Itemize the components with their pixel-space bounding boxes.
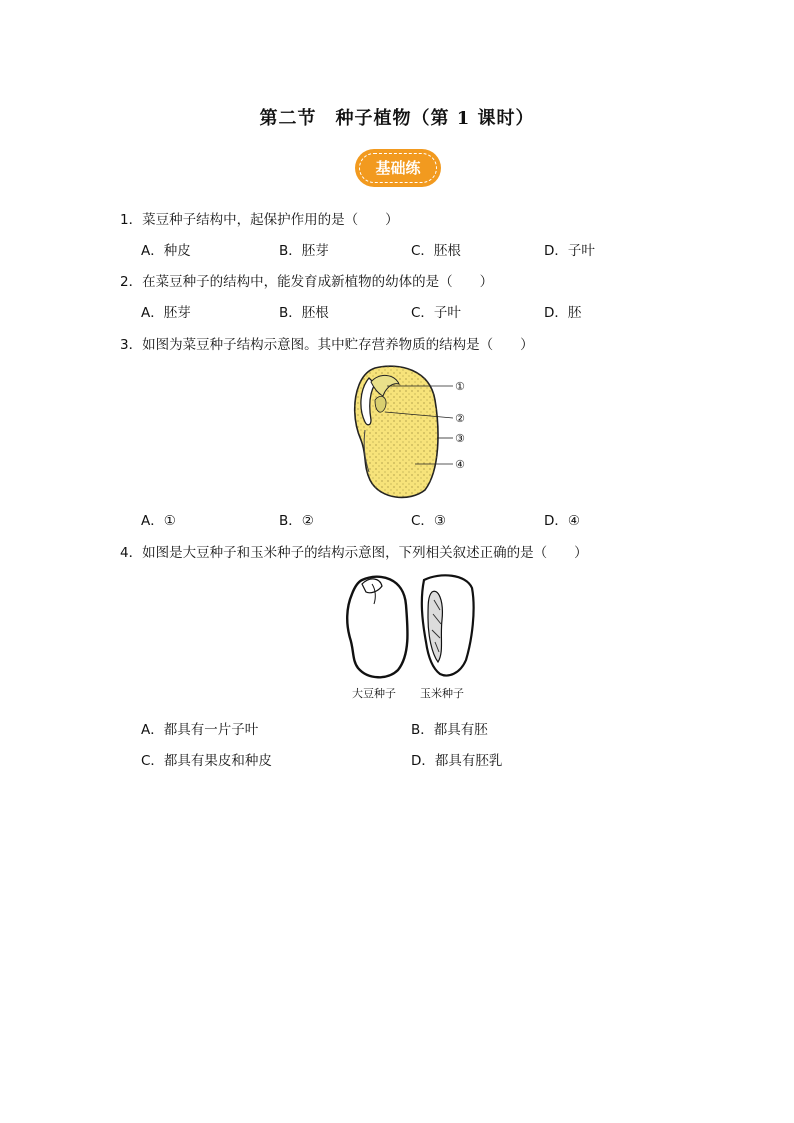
label-3: ③ bbox=[455, 432, 465, 445]
q4-option-a[interactable]: A．都具有一片子叶 bbox=[141, 722, 259, 738]
q3-option-c[interactable]: C．③ bbox=[411, 513, 447, 529]
q1-option-c[interactable]: C．胚根 bbox=[411, 243, 461, 259]
badge-label: 基础练 bbox=[375, 159, 421, 177]
q4-option-c[interactable]: C．都具有果皮和种皮 bbox=[141, 753, 272, 769]
question-3-stem: 3．如图为菜豆种子结构示意图。其中贮存营养物质的结构是（ ） bbox=[120, 337, 534, 353]
caption-corn: 玉米种子 bbox=[420, 687, 464, 700]
q1-option-d[interactable]: D．子叶 bbox=[544, 243, 595, 259]
q1-option-a[interactable]: A．种皮 bbox=[141, 243, 191, 259]
question-1-stem: 1．菜豆种子结构中，起保护作用的是（ ） bbox=[120, 212, 399, 228]
q2-option-a[interactable]: A．胚芽 bbox=[141, 305, 191, 321]
page-title: 第二节 种子植物（第 1 课时） bbox=[259, 108, 535, 129]
q1-option-b[interactable]: B．胚芽 bbox=[279, 243, 329, 259]
question-2-stem: 2．在菜豆种子的结构中，能发育成新植物的幼体的是（ ） bbox=[120, 274, 494, 290]
q4-option-b[interactable]: B．都具有胚 bbox=[411, 722, 488, 738]
q2-option-b[interactable]: B．胚根 bbox=[279, 305, 329, 321]
caption-soybean: 大豆种子 bbox=[352, 687, 396, 700]
q2-option-d[interactable]: D．胚 bbox=[544, 305, 582, 321]
label-1: ① bbox=[455, 380, 465, 393]
soybean-shape bbox=[347, 577, 407, 678]
q3-option-b[interactable]: B．② bbox=[279, 513, 314, 529]
q2-option-c[interactable]: C．子叶 bbox=[411, 305, 461, 321]
question-4-stem: 4．如图是大豆种子和玉米种子的结构示意图，下列相关叙述正确的是（ ） bbox=[120, 545, 588, 561]
soybean-corn-diagram bbox=[340, 570, 480, 705]
bean-seed-diagram bbox=[345, 360, 465, 505]
label-4: ④ bbox=[455, 458, 465, 471]
q3-option-d[interactable]: D．④ bbox=[544, 513, 580, 529]
section-badge bbox=[355, 149, 441, 187]
label-2: ② bbox=[455, 412, 465, 425]
q4-option-d[interactable]: D．都具有胚乳 bbox=[411, 753, 503, 769]
q3-option-a[interactable]: A．① bbox=[141, 513, 176, 529]
